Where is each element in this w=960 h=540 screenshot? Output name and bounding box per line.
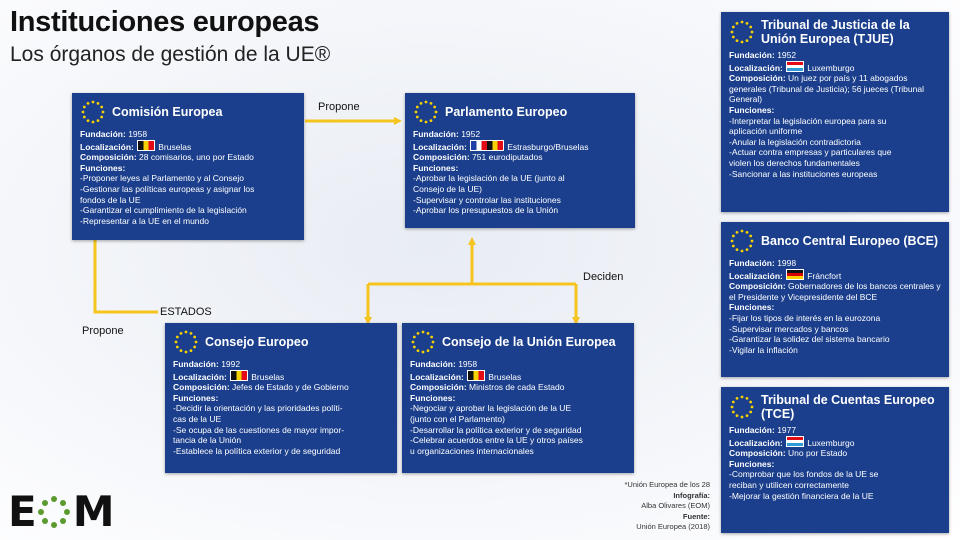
eu-stars-icon — [413, 99, 439, 125]
label-composicion: Composición: — [729, 448, 786, 459]
eu-star — [749, 245, 752, 248]
eu-star — [430, 102, 433, 105]
funcion-item: violen los derechos fundamentales — [729, 157, 860, 168]
eu-star — [433, 106, 436, 109]
eu-star — [736, 231, 739, 234]
eu-star — [422, 351, 425, 354]
eu-star — [195, 341, 198, 344]
value-localizacion: Luxemburgo — [807, 437, 855, 448]
arrow-propone-to-consejos — [95, 240, 158, 312]
value-fundacion: 1952 — [777, 50, 797, 60]
label-localizacion: Localización: — [413, 141, 467, 152]
value-localizacion: Fráncfort — [807, 270, 842, 281]
eu-star — [416, 116, 419, 119]
eu-star — [92, 101, 95, 104]
infografia-label: Infografía: — [673, 490, 710, 500]
funcion-item: -Supervisar y controlar las instituciones — [413, 194, 561, 205]
label-composicion: Composición: — [729, 281, 786, 292]
eu-star — [746, 231, 749, 234]
luxembourg-flag-icon — [786, 436, 804, 447]
value-fundacion: 1992 — [221, 359, 241, 369]
label-funciones: Funciones: — [413, 162, 459, 173]
belgium-flag-icon — [467, 370, 485, 381]
eu-star — [751, 240, 754, 243]
funcion-item: -Vigilar la inflación — [729, 344, 798, 355]
label-localizacion: Localización: — [80, 141, 134, 152]
eu-star — [751, 31, 754, 34]
box-tribunal-cuentas — [721, 387, 949, 533]
eu-star — [83, 116, 86, 119]
eu-stars-icon — [729, 394, 755, 420]
page-title: Instituciones europeas — [10, 6, 320, 38]
eu-star — [97, 119, 100, 122]
eu-star — [433, 116, 436, 119]
box-consejo-union-europea — [402, 323, 634, 473]
eu-star — [741, 41, 744, 44]
label-funciones: Funciones: — [729, 104, 775, 115]
eu-star — [741, 250, 744, 253]
eu-star — [83, 106, 86, 109]
value-composicion: Gobernadores de los bancos centrales y el Presidente y Vicepresidente del BCE — [729, 281, 941, 302]
eu-star — [100, 116, 103, 119]
label-fundacion: Fundación: — [729, 425, 775, 435]
eu-star — [435, 111, 438, 114]
label-fundacion: Fundación: — [729, 258, 775, 268]
eu-stars-icon — [410, 329, 436, 355]
eu-stars-icon — [729, 228, 755, 254]
funcion-item: -Anular la legislación contradictoria — [729, 136, 861, 147]
eu-star — [417, 332, 420, 335]
label-composicion: Composición: — [80, 152, 137, 163]
eu-star — [415, 111, 418, 114]
eu-star — [746, 414, 749, 417]
eu-star — [732, 36, 735, 39]
value-composicion: 28 comisarios, uno por Estado — [139, 152, 254, 163]
belgium-flag-icon — [230, 370, 248, 381]
eu-star — [736, 22, 739, 25]
funcion-item: -Se ocupa de las cuestiones de mayor impor- — [173, 424, 345, 435]
label-localizacion: Localización: — [729, 270, 783, 281]
value-localizacion: Bruselas — [488, 371, 522, 382]
funcion-item: reciban y utilicen correctamente — [729, 479, 850, 490]
value-fundacion: 1998 — [777, 258, 797, 268]
eu-stars-icon — [173, 329, 199, 355]
eu-star — [732, 235, 735, 238]
eu-star — [427, 332, 430, 335]
eu-star — [731, 240, 734, 243]
logo-letter-e: E — [8, 487, 35, 536]
box-banco-central — [721, 222, 949, 377]
funcion-item: (junto con el Parlamento) — [410, 413, 505, 424]
eu-star — [749, 235, 752, 238]
label-fundacion: Fundación: — [80, 129, 126, 139]
funciones-list — [729, 313, 941, 355]
box-tribunal-justicia — [721, 12, 949, 212]
eu-star — [736, 248, 739, 251]
funciones-list — [729, 469, 941, 501]
eu-star — [736, 39, 739, 42]
eu-star — [746, 397, 749, 400]
label-localizacion: Localización: — [729, 62, 783, 73]
value-fundacion: 1958 — [128, 129, 148, 139]
label-fundacion: Fundación: — [413, 129, 459, 139]
funciones-list — [729, 116, 941, 180]
label-funciones: Funciones: — [80, 162, 126, 173]
label-funciones: Funciones: — [173, 392, 219, 403]
label-fundacion: Fundación: — [173, 359, 219, 369]
label-composicion: Composición: — [729, 73, 786, 84]
label-fundacion: Fundación: — [729, 50, 775, 60]
eu-star — [425, 121, 428, 124]
eu-star — [412, 341, 415, 344]
eu-star — [82, 111, 85, 114]
funcion-item: -Actuar contra empresas y particulares que — [729, 147, 892, 158]
label-deciden: Deciden — [583, 271, 624, 283]
box-title: Consejo Europeo — [205, 335, 309, 349]
eom-logo — [8, 487, 113, 536]
label-estados: ESTADOS — [160, 306, 212, 318]
funcion-item: -Comprobar que los fondos de la UE se — [729, 469, 879, 480]
box-comision-europea — [72, 93, 304, 240]
eu-star — [732, 411, 735, 414]
funcion-item: -Aprobar la legislación de la UE (junto al — [413, 173, 565, 184]
eu-star — [425, 101, 428, 104]
eu-star — [180, 332, 183, 335]
box-parlamento-europeo — [405, 93, 635, 228]
eu-star — [746, 39, 749, 42]
eu-star — [185, 351, 188, 354]
funcion-item: -Sancionar a las instituciones europeas — [729, 168, 878, 179]
funcion-item: -Garantizar la solidez del sistema bancario — [729, 334, 890, 345]
value-localizacion: Bruselas — [251, 371, 285, 382]
eu-star — [190, 332, 193, 335]
label-propone-left: Propone — [82, 325, 124, 337]
funcion-item: -Fijar los tipos de interés en la eurozona — [729, 312, 881, 323]
eu-star — [176, 346, 179, 349]
eu-star — [97, 102, 100, 105]
page-subtitle: Los órganos de gestión de la UE® — [10, 43, 331, 66]
eu-star — [741, 396, 744, 399]
fuente-value: Unión Europea (2018) — [636, 522, 710, 531]
eu-star — [190, 349, 193, 352]
value-localizacion: Estrasburgo/Bruselas — [507, 141, 589, 152]
funciones-list — [410, 403, 626, 456]
eu-star — [430, 119, 433, 122]
funcion-item: tancia de la Unión — [173, 435, 242, 446]
label-localizacion: Localización: — [173, 371, 227, 382]
eu-star — [417, 349, 420, 352]
funciones-list — [80, 173, 296, 226]
box-title: Parlamento Europeo — [445, 105, 568, 119]
eu-star — [420, 119, 423, 122]
eu-star — [420, 102, 423, 105]
value-composicion: Ministros de cada Estado — [469, 382, 565, 393]
funcion-item: -Establece la política exterior y de seguridad — [173, 445, 341, 456]
belgium-flag-icon — [137, 140, 155, 151]
eu-star — [749, 401, 752, 404]
eu-stars-icon — [80, 99, 106, 125]
funcion-item: -Celebrar acuerdos entre la UE y otros países — [410, 435, 583, 446]
funcion-item: u organizaciones internacionales — [410, 445, 534, 456]
funcion-item: aplicación uniforme — [729, 126, 803, 137]
eu-star — [741, 21, 744, 24]
label-composicion: Composición: — [173, 382, 230, 393]
eu-star — [749, 36, 752, 39]
eu-star — [422, 331, 425, 334]
value-fundacion: 1958 — [458, 359, 478, 369]
box-title: Comisión Europea — [112, 105, 223, 119]
eu-stars-icon — [729, 19, 755, 45]
label-composicion: Composición: — [410, 382, 467, 393]
funcion-item: -Mejorar la gestión financiera de la UE — [729, 490, 874, 501]
eu-star — [413, 346, 416, 349]
eu-star — [413, 336, 416, 339]
eu-star — [176, 336, 179, 339]
label-propone-top: Propone — [318, 101, 360, 113]
eu-star — [430, 336, 433, 339]
eu-star — [736, 414, 739, 417]
funcion-item: -Interpretar la legislación europea para su — [729, 115, 887, 126]
label-composicion: Composición: — [413, 152, 470, 163]
value-localizacion: Luxemburgo — [807, 62, 855, 73]
eu-star — [427, 349, 430, 352]
box-title: Tribunal de Justicia de la Unión Europea (TJUE) — [761, 18, 910, 46]
funcion-item: Consejo de la UE) — [413, 183, 482, 194]
eu-star — [746, 248, 749, 251]
funcion-item: -Decidir la orientación y las prioridades políti- — [173, 403, 343, 414]
eu-star — [87, 102, 90, 105]
eu-star — [432, 341, 435, 344]
value-fundacion: 1977 — [777, 425, 797, 435]
eu-star — [731, 31, 734, 34]
source-note: *Unión Europea de los 28 — [624, 480, 710, 489]
luxembourg-flag-icon — [786, 61, 804, 72]
label-fundacion: Fundación: — [410, 359, 456, 369]
funcion-item: -Proponer leyes al Parlamento y al Consejo — [80, 173, 244, 184]
eu-star — [741, 230, 744, 233]
eu-star — [92, 121, 95, 124]
eu-star — [87, 119, 90, 122]
infografia-value: Alba Olivares (EOM) — [641, 501, 710, 510]
eu-star — [732, 401, 735, 404]
funciones-list — [173, 403, 389, 456]
eu-star — [416, 106, 419, 109]
eu-star — [732, 26, 735, 29]
label-localizacion: Localización: — [410, 371, 464, 382]
funcion-item: -Supervisar mercados y bancos — [729, 323, 849, 334]
box-title: Tribunal de Cuentas Europeo (TCE) — [761, 393, 935, 421]
eu-star — [185, 331, 188, 334]
eu-star — [193, 336, 196, 339]
funcion-item: fondos de la UE — [80, 194, 141, 205]
value-composicion: Un juez por país y 11 abogados generales (Tribunal de Justicia); 56 jueces (Tribunal General) — [729, 73, 924, 105]
eu-star — [741, 416, 744, 419]
box-title: Consejo de la Unión Europea — [442, 335, 616, 349]
funciones-list — [413, 173, 627, 215]
eu-star — [180, 349, 183, 352]
eu-star — [732, 245, 735, 248]
eu-star — [193, 346, 196, 349]
funcion-item: -Negociar y aprobar la legislación de la UE — [410, 403, 572, 414]
value-fundacion: 1952 — [461, 129, 481, 139]
germany-flag-icon — [786, 269, 804, 280]
funcion-item: -Aprobar los presupuestos de la Unión — [413, 205, 559, 216]
eu-star — [736, 397, 739, 400]
eu-star — [175, 341, 178, 344]
box-consejo-europeo — [165, 323, 397, 473]
eu-star — [100, 106, 103, 109]
eu-star — [731, 406, 734, 409]
fuente-label: Fuente: — [682, 511, 710, 521]
source-credits — [580, 480, 710, 533]
value-localizacion: Bruselas — [158, 141, 192, 152]
eu-star — [749, 26, 752, 29]
logo-letter-m: M — [72, 487, 113, 536]
eu-star — [746, 22, 749, 25]
funcion-item: -Desarrollar la política exterior y de seguridad — [410, 424, 582, 435]
funcion-item: -Gestionar las políticas europeas y asignar los — [80, 183, 255, 194]
label-funciones: Funciones: — [729, 458, 775, 469]
box-title: Banco Central Europeo (BCE) — [761, 234, 939, 248]
funcion-item: -Representar a la UE en el mundo — [80, 215, 209, 226]
france-belgium-flag-icon — [470, 140, 504, 151]
eu-star — [749, 411, 752, 414]
logo-o-icon — [37, 495, 71, 529]
value-composicion: Uno por Estado — [788, 448, 848, 459]
funcion-item: -Garantizar el cumplimiento de la legislación — [80, 205, 247, 216]
funcion-item: cas de la UE — [173, 413, 222, 424]
label-funciones: Funciones: — [729, 302, 775, 313]
label-localizacion: Localización: — [729, 437, 783, 448]
eu-star — [751, 406, 754, 409]
label-funciones: Funciones: — [410, 392, 456, 403]
eu-star — [430, 346, 433, 349]
value-composicion: 751 eurodiputados — [472, 152, 543, 163]
value-composicion: Jefes de Estado y de Gobierno — [232, 382, 349, 393]
eu-star — [102, 111, 105, 114]
